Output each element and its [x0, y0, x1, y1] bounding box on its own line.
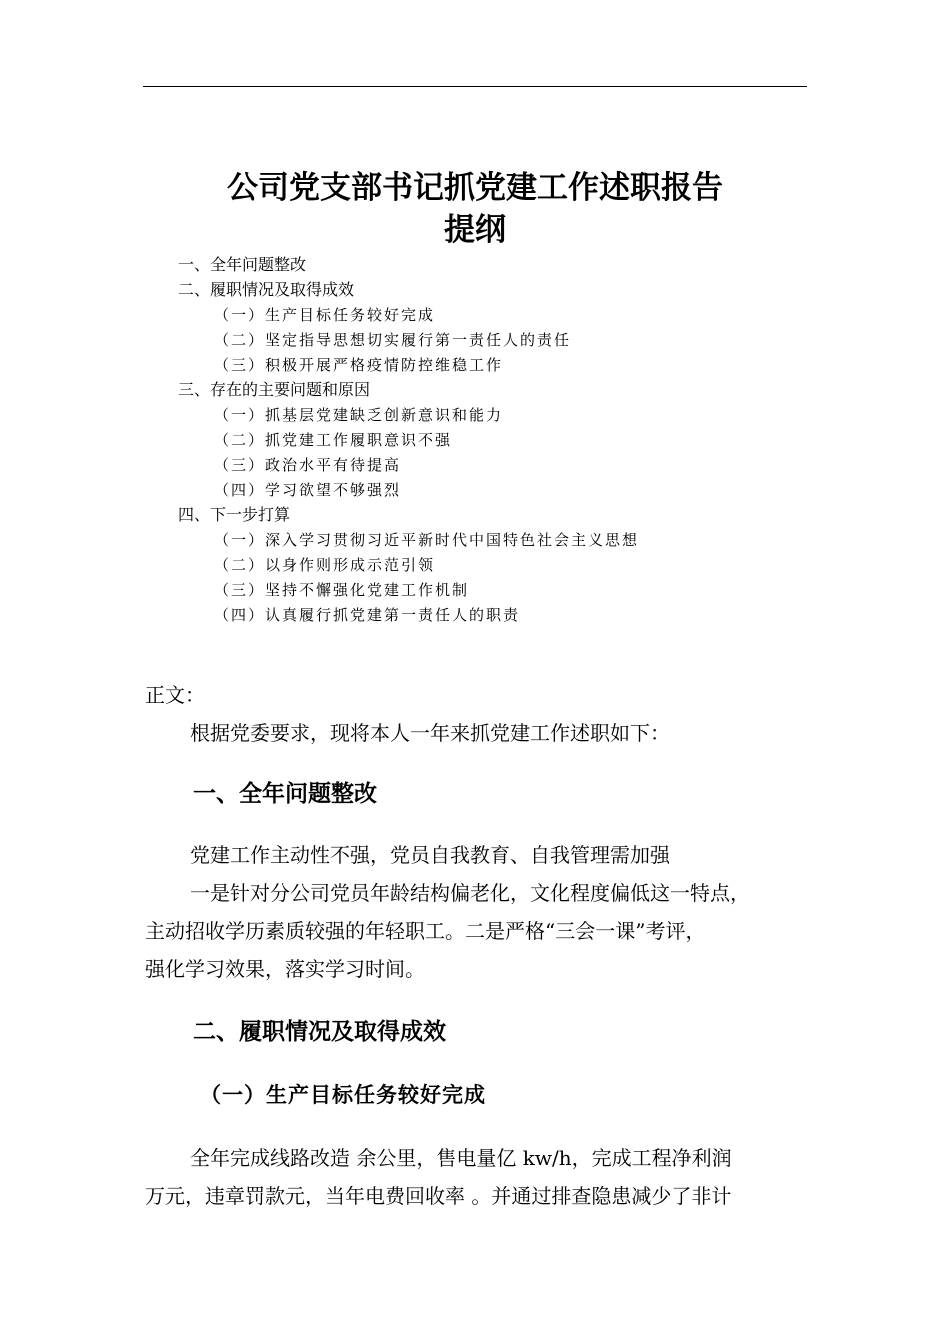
outline-subitem: （二）抓党建工作履职意识不强: [214, 431, 453, 449]
outline-subitem: （四）学习欲望不够强烈: [214, 481, 402, 499]
outline-subitem: （三）政治水平有待提高: [214, 456, 402, 474]
outline-heading: 四、下一步打算: [178, 505, 291, 524]
header-rule: [143, 86, 807, 87]
outline-subitem: （四）认真履行抓党建第一责任人的职责: [214, 606, 521, 624]
outline-heading: 三、存在的主要问题和原因: [178, 380, 371, 399]
outline-subitem: （三）积极开展严格疫情防控维稳工作: [214, 356, 504, 374]
outline-subitem: （一）抓基层党建缺乏创新意识和能力: [214, 406, 504, 424]
section-heading: 二、履职情况及取得成效: [193, 1019, 446, 1045]
paragraph: 全年完成线路改造 余公里，售电量亿 kw/h，完成工程净利润: [190, 1146, 732, 1170]
document-title: 公司党支部书记抓党建工作述职报告: [227, 170, 723, 206]
outline-subitem: （一）深入学习贯彻习近平新时代中国特色社会主义思想: [214, 531, 640, 549]
subsection-heading: （一）生产目标任务较好完成: [200, 1083, 486, 1107]
paragraph: 主动招收学历素质较强的年轻职工。二是严格“三会一课”考评，: [145, 919, 706, 943]
outline-subitem: （二）以身作则形成示范引领: [214, 556, 436, 574]
outline-heading: 一、全年问题整改: [178, 255, 307, 274]
outline-heading: 二、履职情况及取得成效: [178, 280, 355, 299]
outline-subitem: （一）生产目标任务较好完成: [214, 306, 436, 324]
document-subtitle: 提纲: [444, 212, 506, 248]
outline-subitem: （三）坚持不懈强化党建工作机制: [214, 581, 470, 599]
paragraph: 强化学习效果，落实学习时间。: [145, 957, 425, 981]
paragraph: 一是针对分公司党员年龄结构偏老化，文化程度偏低这一特点，: [190, 881, 750, 905]
paragraph: 万元，违章罚款元，当年电费回收率 。并通过排查隐患减少了非计: [145, 1184, 732, 1208]
intro-paragraph: 根据党委要求，现将本人一年来抓党建工作述职如下：: [190, 721, 670, 745]
outline-subitem: （二）坚定指导思想切实履行第一责任人的责任: [214, 331, 572, 349]
paragraph: 党建工作主动性不强，党员自我教育、自我管理需加强: [190, 843, 670, 867]
body-label: 正文：: [145, 683, 205, 707]
section-heading: 一、全年问题整改: [193, 781, 377, 807]
